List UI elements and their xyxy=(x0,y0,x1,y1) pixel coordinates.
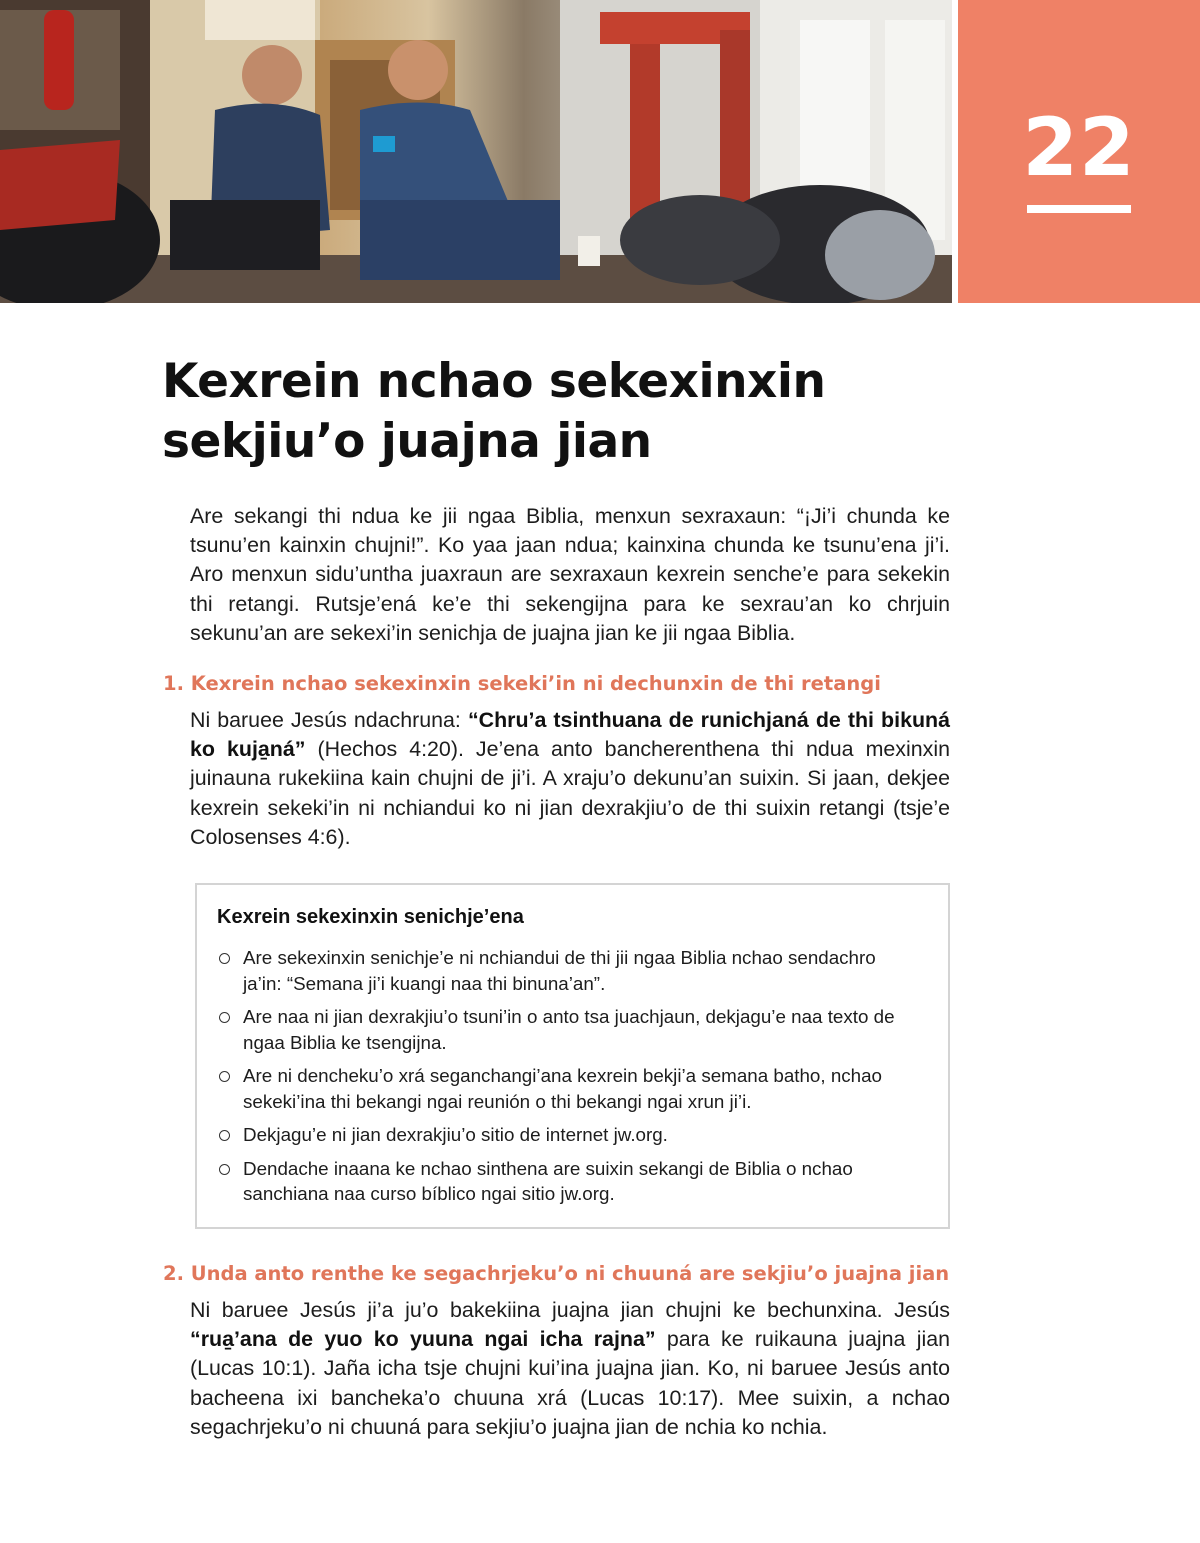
section-1-quote: “Chru’a tsinthuana de runichjaná de thi bikuná ko kuja̱ná” xyxy=(190,708,950,762)
list-item xyxy=(217,1122,917,1148)
section-1-heading: 1. Kexrein nchao sekexinxin sekeki’in ni dechunxin de thi retangi xyxy=(163,672,881,695)
list-item xyxy=(217,1063,917,1114)
header-photo xyxy=(0,0,952,303)
section-1-text-before: Ni baruee Jesús ndachruna: xyxy=(190,708,468,732)
list-item xyxy=(217,1156,917,1207)
list-item-text: Are ni dencheku’o xrá seganchangi’ana kexrein bekji’a semana batho, nchao sekeki’ina thi bekangi ngai reunión o thi bekangi ngai xrun ji’i. xyxy=(243,1065,882,1112)
chapter-rule xyxy=(1027,205,1131,213)
list-item-text: Dendache inaana ke nchao sinthena are suixin sekangi de Biblia o nchao sanchiana naa curso bíblico ngai sitio jw.org. xyxy=(243,1157,853,1204)
list-item xyxy=(217,945,917,996)
chapter-number: 22 xyxy=(1022,101,1136,194)
page-title xyxy=(162,352,962,472)
garage-scene-illustration xyxy=(0,0,952,303)
intro-paragraph: Are sekangi thi ndua ke jii ngaa Biblia, menxun sexraxaun: “¡Ji’i chunda ke tsunu’en kainxin chujni!”. Ko yaa jaan ndua; kainxina chunda ke tsunu’ena ji’i. Aro menxun sidu’untha juaxraun are sexraxaun kexrein senche’e para sekekin thi retangi. Rutsje’ená ke’e thi sekengijna para ke sexrau’an ko chrjuin sekunu’an are sekexi’in senichja de juajna jian ke jii ngaa Biblia. xyxy=(190,504,950,645)
section-2-text-before: Ni baruee Jesús ji’a ju’o bakekiina juajna jian chujni ke bechunxina. Jesús xyxy=(190,1298,950,1322)
section-2-text-after: para ke ruikauna juajna jian (Lucas 10:1). Jaña icha tsje chujni kui’ina juajna jian. Ko, ni baruee Jesús anto bacheena ixi bancheka’o chuuna xrá (Lucas 10:17). Mee suixin, a nchao segachrjeku’o ni chuuná para sekjiu’o juajna jian de nchia ko nchia. xyxy=(190,1327,950,1439)
circle-bullet-icon xyxy=(219,1130,230,1141)
section-2-quote: “rua̱’ana de yuo ko yuuna ngai icha rajna” xyxy=(190,1327,656,1352)
list-item-text: Are sekexinxin senichje’e ni nchiandui de thi jii ngaa Biblia nchao sendachro ja’in: “Semana ji’i kuangi naa thi binuna’an”. xyxy=(243,947,876,994)
title-line-2: sekjiu’o juajna jian xyxy=(162,414,652,469)
section-2-heading: 2. Unda anto renthe ke segachrjeku’o ni chuuná are sekjiu’o juajna jian xyxy=(163,1262,950,1285)
section-1-text-after: (Hechos 4:20). Je’ena anto bancherenthena thi ndua mexinxin juinauna rukekiina kain chujni de ji’i. A xraju’o dekunu’an suixin. Si jaan, dekjee kexrein sekeki’in ni nchiandui ko ni jian dexrakjiu’o de thi suixin retangi (tsje’e Colosenses 4:6). xyxy=(190,737,950,849)
list-item xyxy=(217,1004,917,1055)
section-2-paragraph xyxy=(190,1296,950,1442)
circle-bullet-icon xyxy=(219,1071,230,1082)
tips-box xyxy=(195,883,950,1229)
circle-bullet-icon xyxy=(219,953,230,964)
tips-box-title: Kexrein sekexinxin senichje’ena xyxy=(217,906,524,928)
circle-bullet-icon xyxy=(219,1012,230,1023)
tips-list xyxy=(217,945,917,1215)
circle-bullet-icon xyxy=(219,1164,230,1175)
list-item-text: Dekjagu’e ni jian dexrakjiu’o sitio de internet jw.org. xyxy=(243,1124,668,1145)
section-1-paragraph xyxy=(190,706,950,852)
chapter-tab xyxy=(958,0,1200,303)
title-line-1: Kexrein nchao sekexinxin xyxy=(162,354,826,409)
list-item-text: Are naa ni jian dexrakjiu’o tsuni’in o anto tsa juachjaun, dekjagu’e naa texto de ngaa Biblia ke tsengijna. xyxy=(243,1006,895,1053)
